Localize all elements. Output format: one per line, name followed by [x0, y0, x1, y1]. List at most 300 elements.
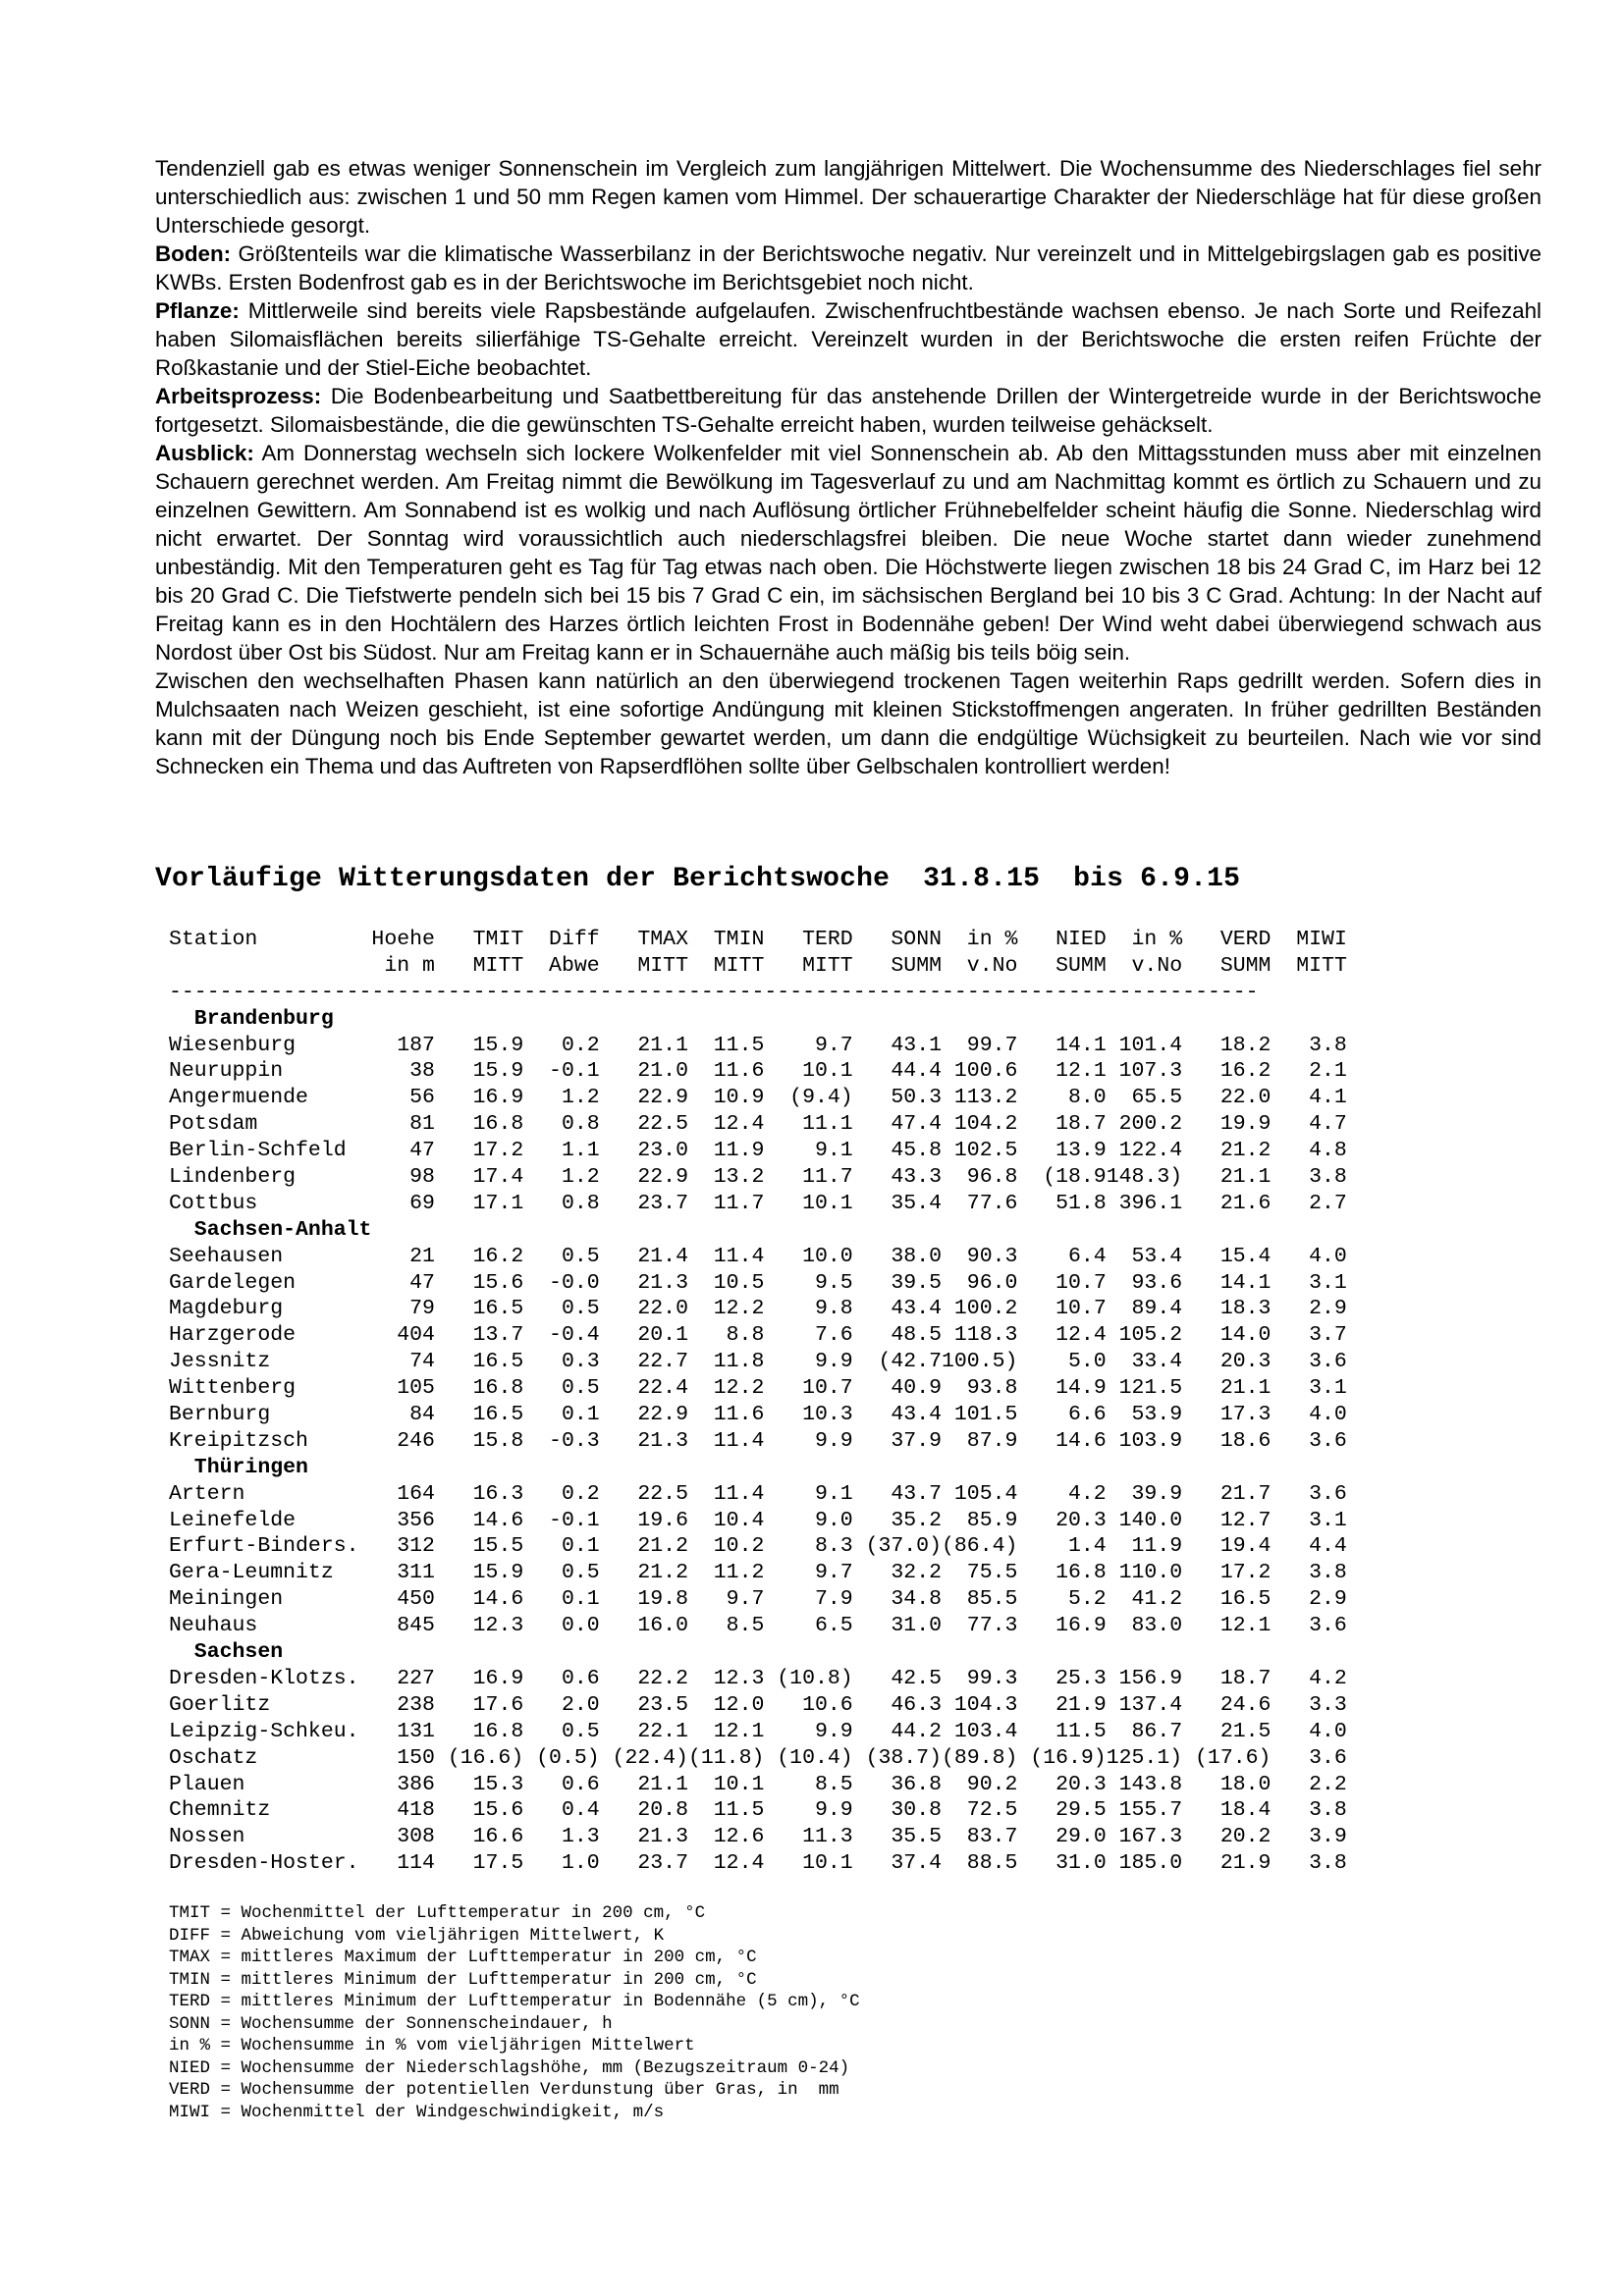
station-row [169, 1666, 1347, 1692]
arbeitsprozess-text: Die Bodenbearbeitung und Saatbettbereitung für das anstehende Drillen der Wintergetreide wurde in der Berichtswoche fortgesetzt. Silomaisbestände, die die gewünschten TS-Gehalte erreicht haben, wurden teilweise gehäckselt. [155, 384, 1542, 437]
data-cell: 90.2 [966, 1772, 1018, 1796]
data-cell: 1.2 [561, 1165, 600, 1190]
station-name: Wittenberg [169, 1376, 297, 1401]
data-cell: 15.9 [472, 1561, 524, 1585]
data-cell: 2.7 [1309, 1191, 1347, 1215]
data-cell: 9.9 [814, 1350, 853, 1374]
data-cell: 12.6 [713, 1825, 765, 1849]
data-cell: 44.2 [891, 1719, 942, 1743]
data-cell: 9.5 [814, 1270, 853, 1295]
data-cell: 404 [397, 1323, 435, 1348]
data-cell: 84 [409, 1403, 435, 1427]
station-row [169, 1033, 1347, 1059]
data-cell: 6.5 [814, 1614, 853, 1638]
weather-table [169, 927, 1347, 1877]
data-cell: -0.0 [549, 1270, 600, 1295]
column-header: Hoehe [371, 928, 435, 951]
data-cell: 14.0 [1219, 1323, 1271, 1348]
data-cell: 2.0 [561, 1692, 600, 1717]
data-cell: 13.9 [1055, 1139, 1107, 1163]
data-cell: 118.3 [953, 1323, 1018, 1348]
data-cell: 4.2 [1309, 1666, 1347, 1690]
station-name: Dresden-Klotzs. [169, 1666, 359, 1690]
data-cell: 3.7 [1309, 1323, 1347, 1348]
data-cell: 104.3 [953, 1692, 1018, 1717]
data-cell: 21.7 [1219, 1481, 1271, 1506]
data-cell: 43.1 [891, 1033, 942, 1057]
data-cell: -0.3 [549, 1428, 600, 1453]
data-cell: 96.0 [966, 1270, 1018, 1295]
data-cell: 83.7 [966, 1825, 1018, 1849]
data-cell: 48.5 [891, 1323, 942, 1348]
data-cell: 16.0 [637, 1614, 688, 1638]
station-name: Leipzig-Schkeu. [169, 1719, 359, 1743]
data-cell: 32.2 [891, 1561, 942, 1585]
station-row [169, 1772, 1347, 1798]
column-header: TMIT [472, 928, 524, 951]
data-cell: 122.4 [1118, 1139, 1183, 1163]
data-cell: 23.7 [637, 1191, 688, 1215]
ausblick-paragraph [155, 439, 1542, 667]
legend-line: TERD = mittleres Minimum der Lufttemperatur in Bodennähe (5 cm), °C [169, 1992, 860, 2011]
legend-line: TMIT = Wochenmittel der Lufttemperatur in 200 cm, °C [169, 1903, 706, 1923]
data-cell: 10.1 [802, 1851, 853, 1876]
data-cell: 11.5 [713, 1033, 765, 1057]
data-cell: 8.0 [1068, 1086, 1107, 1110]
data-cell: 19.9 [1219, 1112, 1271, 1137]
data-cell: 14.6 [472, 1508, 524, 1532]
data-cell: 22.4 [637, 1376, 688, 1401]
data-cell: 11.8 [713, 1350, 765, 1374]
data-cell: 11.5 [1055, 1719, 1107, 1743]
data-cell: 11.3 [802, 1825, 853, 1849]
data-cell: 16.8 [472, 1376, 524, 1401]
data-cell: 4.0 [1309, 1403, 1347, 1427]
report-text [155, 154, 1542, 780]
data-cell: 227 [397, 1666, 435, 1690]
data-cell: 85.5 [966, 1587, 1018, 1612]
station-row [169, 1322, 1347, 1349]
data-cell: 104.2 [953, 1112, 1018, 1137]
data-cell: 14.1 [1219, 1270, 1271, 1295]
data-cell: 125.1) [1106, 1745, 1183, 1770]
station-row [169, 1428, 1347, 1455]
data-cell: 21.9 [1055, 1692, 1107, 1717]
data-cell: 22.0 [637, 1297, 688, 1321]
data-cell: 16.9 [472, 1086, 524, 1110]
data-cell: 21.2 [637, 1534, 688, 1559]
data-cell: 23.7 [637, 1851, 688, 1876]
station-name: Bernburg [169, 1403, 271, 1427]
column-header: SONN [891, 928, 942, 951]
data-cell: 17.6 [472, 1692, 524, 1717]
data-cell: 16.5 [1219, 1587, 1271, 1612]
data-cell: 3.6 [1309, 1614, 1347, 1638]
boden-paragraph [155, 240, 1542, 296]
station-name: Neuruppin [169, 1059, 284, 1084]
station-name: Dresden-Hoster. [169, 1851, 359, 1876]
data-cell: 9.9 [814, 1719, 853, 1743]
station-name: Goerlitz [169, 1692, 271, 1717]
data-cell: 308 [397, 1825, 435, 1849]
legend-line: NIED = Wochensumme der Niederschlagshöhe, mm (Bezugszeitraum 0-24) [169, 2057, 850, 2078]
table-header-row [169, 953, 1347, 980]
data-cell: 11.6 [713, 1403, 765, 1427]
data-cell: 12.4 [1055, 1323, 1107, 1348]
station-row [169, 1692, 1347, 1719]
data-cell: (38.7) [865, 1745, 942, 1770]
data-cell: 39.9 [1131, 1481, 1183, 1506]
data-cell: 81 [409, 1112, 435, 1137]
data-cell: 16.5 [472, 1297, 524, 1321]
data-cell: 12.7 [1219, 1508, 1271, 1532]
column-header: NIED [1055, 928, 1107, 951]
data-cell: 21.9 [1219, 1851, 1271, 1876]
data-cell: 18.7 [1219, 1666, 1271, 1690]
data-cell: 0.5 [561, 1376, 600, 1401]
station-name: Gardelegen [169, 1270, 297, 1295]
data-cell: 3.3 [1309, 1692, 1347, 1717]
data-cell: 23.0 [637, 1139, 688, 1163]
data-cell: 75.5 [966, 1561, 1018, 1585]
closing-paragraph: Zwischen den wechselhaften Phasen kann natürlich an den überwiegend trockenen Tagen weiterhin Raps gedrillt werden. Sofern dies in Mulchsaaten nach Weizen geschieht, ist eine sofortige Andüngung mit kleinen Stickstoffmengen angeraten. In früher gedrillten Beständen kann mit der Düngung noch bis Ende September gewartet werden, um dann die endgültige Wüchsigkeit zu beurteilen. Nach wie vor sind Schnecken ein Thema und das Auftreten von Rapserdflöhen sollte über Gelbschalen kontrolliert werden! [155, 668, 1542, 778]
data-cell: 15.6 [472, 1798, 524, 1823]
data-cell: 15.6 [472, 1270, 524, 1295]
data-cell: 41.2 [1131, 1587, 1183, 1612]
station-row [169, 1270, 1347, 1297]
column-header: Station [169, 928, 258, 951]
data-cell: 6.4 [1068, 1244, 1107, 1268]
data-cell: 0.5 [561, 1719, 600, 1743]
station-row [169, 1586, 1347, 1613]
data-cell: 14.6 [472, 1587, 524, 1612]
data-cell: 21.1 [1219, 1376, 1271, 1401]
data-cell: 5.2 [1068, 1587, 1107, 1612]
data-cell: 20.3 [1219, 1350, 1271, 1374]
data-cell: 46.3 [891, 1692, 942, 1717]
column-header: Diff [549, 928, 600, 951]
data-cell: 3.6 [1309, 1428, 1347, 1453]
data-cell: 386 [397, 1772, 435, 1796]
data-cell: 2.2 [1309, 1772, 1347, 1796]
data-cell: 105.2 [1118, 1323, 1183, 1348]
column-header: MITT [472, 953, 524, 978]
data-cell: 10.9 [713, 1086, 765, 1110]
data-cell: 17.3 [1219, 1403, 1271, 1427]
data-cell: (11.8) [687, 1745, 765, 1770]
data-cell: 7.9 [814, 1587, 853, 1612]
column-header: MIWI [1296, 928, 1347, 951]
data-cell: 0.6 [561, 1772, 600, 1796]
data-cell: 31.0 [891, 1614, 942, 1638]
data-cell: 9.8 [814, 1297, 853, 1321]
data-cell: 29.5 [1055, 1798, 1107, 1823]
column-header: MITT [802, 953, 853, 978]
station-row [169, 1191, 1347, 1217]
data-cell: 35.5 [891, 1825, 942, 1849]
station-row [169, 1745, 1347, 1772]
data-cell: 1.2 [561, 1086, 600, 1110]
data-cell: 16.6 [472, 1825, 524, 1849]
data-cell: 90.3 [966, 1244, 1018, 1268]
data-cell: (42.7 [878, 1350, 942, 1374]
data-cell: 74 [409, 1350, 435, 1374]
data-cell: 11.4 [713, 1481, 765, 1506]
data-cell: 12.1 [1055, 1059, 1107, 1084]
station-row [169, 1138, 1347, 1164]
data-cell: 246 [397, 1428, 435, 1453]
pflanze-text: Mittlerweile sind bereits viele Rapsbestände aufgelaufen. Zwischenfruchtbestände wachsen ebenso. Je nach Sorte und Reifezahl haben Silomaisflächen bereits silierfähige TS-Gehalte erreicht. Vereinzelt wurden in der Berichtswoche die ersten reifen Früchte der Roßkastanie und der Stiel-Eiche beobachtet. [155, 298, 1542, 380]
station-row [169, 1085, 1347, 1111]
data-cell: 22.9 [637, 1403, 688, 1427]
data-cell: 10.5 [713, 1270, 765, 1295]
data-cell: 3.8 [1309, 1033, 1347, 1057]
data-cell: 23.5 [637, 1692, 688, 1717]
data-cell: 19.6 [637, 1508, 688, 1532]
data-cell: 21.1 [1219, 1165, 1271, 1190]
data-cell: 155.7 [1118, 1798, 1183, 1823]
data-cell: 20.3 [1055, 1508, 1107, 1532]
station-name: Plauen [169, 1772, 245, 1796]
data-cell: 79 [409, 1297, 435, 1321]
data-cell: 4.2 [1068, 1481, 1107, 1506]
data-cell: 0.8 [561, 1112, 600, 1137]
data-cell: 34.8 [891, 1587, 942, 1612]
data-cell: 42.5 [891, 1666, 942, 1690]
station-row [169, 1797, 1347, 1824]
data-cell: (10.8) [777, 1666, 853, 1690]
data-cell: 10.2 [713, 1534, 765, 1559]
data-cell: 103.9 [1118, 1428, 1183, 1453]
legend-line: MIWI = Wochenmittel der Windgeschwindigkeit, m/s [169, 2102, 665, 2122]
data-cell: 39.5 [891, 1270, 942, 1295]
data-cell: (89.8) [942, 1745, 1018, 1770]
data-cell: 107.3 [1118, 1059, 1183, 1084]
data-cell: 10.7 [802, 1376, 853, 1401]
data-cell: 11.5 [713, 1798, 765, 1823]
data-cell: 21.2 [1219, 1139, 1271, 1163]
data-cell: 51.8 [1055, 1191, 1107, 1215]
data-cell: 30.8 [891, 1798, 942, 1823]
region-heading: Thüringen [169, 1455, 308, 1479]
data-cell: 18.2 [1219, 1033, 1271, 1057]
data-cell: 11.9 [713, 1139, 765, 1163]
data-cell: 12.1 [1219, 1614, 1271, 1638]
data-cell: 9.0 [814, 1508, 853, 1532]
data-cell: 22.7 [637, 1350, 688, 1374]
station-name: Angermuende [169, 1086, 308, 1110]
data-cell: 3.6 [1309, 1745, 1347, 1770]
station-row [169, 1164, 1347, 1191]
data-cell: 8.8 [726, 1323, 765, 1348]
station-name: Meiningen [169, 1587, 284, 1612]
data-cell: 43.4 [891, 1297, 942, 1321]
data-cell: 0.5 [561, 1297, 600, 1321]
data-cell: 50.3 [891, 1086, 942, 1110]
data-cell: 43.7 [891, 1481, 942, 1506]
data-cell: 105.4 [953, 1481, 1018, 1506]
data-cell: 21.1 [637, 1772, 688, 1796]
data-cell: 9.9 [814, 1428, 853, 1453]
data-cell: 0.2 [561, 1033, 600, 1057]
data-cell: 4.8 [1309, 1139, 1347, 1163]
station-row [169, 1613, 1347, 1639]
data-cell: 103.4 [953, 1719, 1018, 1743]
table-header-row [169, 927, 1347, 953]
data-cell: 13.7 [472, 1323, 524, 1348]
data-cell: 9.7 [814, 1561, 853, 1585]
data-cell: 3.6 [1309, 1350, 1347, 1374]
data-cell: 10.7 [1055, 1270, 1107, 1295]
data-cell: 164 [397, 1481, 435, 1506]
data-cell: 121.5 [1118, 1376, 1183, 1401]
station-name: Lindenberg [169, 1165, 297, 1190]
data-cell: 37.9 [891, 1428, 942, 1453]
data-cell: 16.2 [472, 1244, 524, 1268]
station-row [169, 1296, 1347, 1322]
data-cell: 22.1 [637, 1719, 688, 1743]
data-cell: 93.8 [966, 1376, 1018, 1401]
data-cell: 10.7 [1055, 1297, 1107, 1321]
data-cell: 38 [409, 1059, 435, 1084]
data-cell: 45.8 [891, 1139, 942, 1163]
data-cell: 47 [409, 1139, 435, 1163]
data-cell: 29.0 [1055, 1825, 1107, 1849]
data-cell: 15.9 [472, 1059, 524, 1084]
data-cell: 1.4 [1068, 1534, 1107, 1559]
data-cell: 16.9 [1055, 1614, 1107, 1638]
data-cell: 17.2 [472, 1139, 524, 1163]
data-cell: (16.6) [447, 1745, 524, 1770]
data-cell: 9.7 [814, 1033, 853, 1057]
arbeitsprozess-paragraph [155, 382, 1542, 439]
data-cell: 143.8 [1118, 1772, 1183, 1796]
data-cell: 4.1 [1309, 1086, 1347, 1110]
data-cell: 396.1 [1118, 1191, 1183, 1215]
data-cell: 1.0 [561, 1851, 600, 1876]
station-name: Gera-Leumnitz [169, 1561, 334, 1585]
data-cell: 17.4 [472, 1165, 524, 1190]
data-cell: 20.1 [637, 1323, 688, 1348]
intro-paragraph: Tendenziell gab es etwas weniger Sonnenschein im Vergleich zum langjährigen Mittelwert. Die Wochensumme des Niederschlages fiel sehr unterschiedlich aus: zwischen 1 und 50 mm Regen kamen vom Himmel. Der schauerartige Charakter der Niederschläge hat für diese großen Unterschiede gesorgt. [155, 156, 1542, 238]
station-name: Magdeburg [169, 1297, 284, 1321]
station-name: Chemnitz [169, 1798, 271, 1823]
data-cell: 19.4 [1219, 1534, 1271, 1559]
data-cell: 11.4 [713, 1428, 765, 1453]
data-cell: 16.9 [472, 1666, 524, 1690]
station-name: Berlin-Schfeld [169, 1139, 347, 1163]
column-header: TERD [802, 928, 853, 951]
data-cell: 16.3 [472, 1481, 524, 1506]
data-cell: 12.2 [713, 1376, 765, 1401]
data-cell: 86.7 [1131, 1719, 1183, 1743]
data-cell: 102.5 [953, 1139, 1018, 1163]
data-cell: 200.2 [1118, 1112, 1183, 1137]
data-cell: 69 [409, 1191, 435, 1215]
table-separator: -------------------------------------------------------------------------------------- [169, 980, 1259, 1004]
data-cell: 11.7 [802, 1165, 853, 1190]
data-cell: 0.5 [561, 1561, 600, 1585]
data-cell: 101.5 [953, 1403, 1018, 1427]
data-cell: 110.0 [1118, 1561, 1183, 1585]
station-row [169, 1560, 1347, 1586]
data-cell: 156.9 [1118, 1666, 1183, 1690]
data-cell: 0.1 [561, 1403, 600, 1427]
column-header: SUMM [891, 953, 942, 978]
arbeitsprozess-label: Arbeitsprozess: [155, 384, 322, 408]
data-cell: 1.3 [561, 1825, 600, 1849]
data-cell: 19.8 [637, 1587, 688, 1612]
data-cell: 22.0 [1219, 1086, 1271, 1110]
station-row [169, 1481, 1347, 1508]
data-cell: 10.1 [802, 1059, 853, 1084]
data-cell: 21.4 [637, 1244, 688, 1268]
data-cell: 17.2 [1219, 1561, 1271, 1585]
data-cell: 2.9 [1309, 1587, 1347, 1612]
data-cell: 1.1 [561, 1139, 600, 1163]
data-cell: (10.4) [777, 1745, 853, 1770]
data-cell: 2.9 [1309, 1297, 1347, 1321]
data-cell: 9.7 [726, 1587, 765, 1612]
data-cell: 77.3 [966, 1614, 1018, 1638]
data-cell: 47 [409, 1270, 435, 1295]
station-name: Erfurt-Binders. [169, 1534, 359, 1559]
data-cell: 7.6 [814, 1323, 853, 1348]
station-row [169, 1824, 1347, 1850]
column-header: in % [1131, 928, 1183, 951]
data-cell: 16.5 [472, 1403, 524, 1427]
data-cell: (17.6) [1195, 1745, 1271, 1770]
data-cell: 24.6 [1219, 1692, 1271, 1717]
data-cell: 18.3 [1219, 1297, 1271, 1321]
data-cell: 0.4 [561, 1798, 600, 1823]
column-header: SUMM [1219, 953, 1271, 978]
data-cell: 150 [397, 1745, 435, 1770]
data-cell: 22.5 [637, 1112, 688, 1137]
data-cell: 16.8 [472, 1719, 524, 1743]
data-cell: 312 [397, 1534, 435, 1559]
table-title: Vorläufige Witterungsdaten der Berichtswoche 31.8.15 bis 6.9.15 [155, 864, 1241, 894]
station-name: Jessnitz [169, 1350, 271, 1374]
data-cell: 35.2 [891, 1508, 942, 1532]
data-cell: 56 [409, 1086, 435, 1110]
data-cell: 5.0 [1068, 1350, 1107, 1374]
data-cell: 44.4 [891, 1059, 942, 1084]
data-cell: 12.3 [713, 1666, 765, 1690]
data-cell: 0.6 [561, 1666, 600, 1690]
data-cell: 3.6 [1309, 1481, 1347, 1506]
data-cell: -0.1 [549, 1059, 600, 1084]
data-cell: 450 [397, 1587, 435, 1612]
data-cell: 3.9 [1309, 1825, 1347, 1849]
station-name: Neuhaus [169, 1614, 258, 1638]
data-cell: 21.3 [637, 1428, 688, 1453]
column-header: in % [966, 928, 1018, 951]
data-cell: (86.4) [942, 1534, 1018, 1559]
region-heading: Brandenburg [169, 1006, 334, 1031]
data-cell: 15.8 [472, 1428, 524, 1453]
data-cell: 167.3 [1118, 1825, 1183, 1849]
data-cell: 53.4 [1131, 1244, 1183, 1268]
data-cell: 38.0 [891, 1244, 942, 1268]
data-cell: 10.6 [802, 1692, 853, 1717]
data-cell: 0.1 [561, 1534, 600, 1559]
data-cell: 35.4 [891, 1191, 942, 1215]
data-cell: 12.1 [713, 1719, 765, 1743]
data-cell: 8.5 [726, 1614, 765, 1638]
data-cell: 22.2 [637, 1666, 688, 1690]
data-cell: 137.4 [1118, 1692, 1183, 1717]
